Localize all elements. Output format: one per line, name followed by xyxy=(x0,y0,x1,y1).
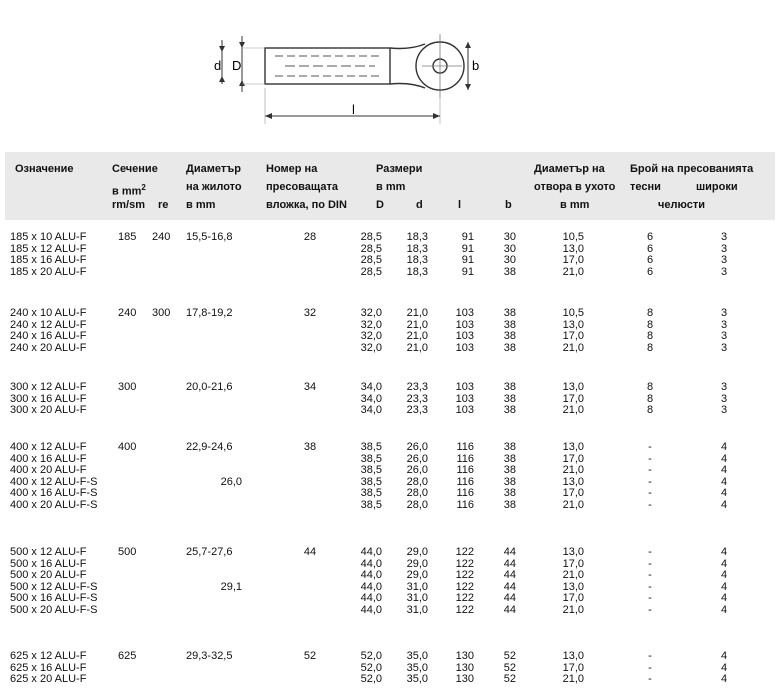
cell-hole: 13,0 xyxy=(562,546,584,558)
cell-hole: 10,5 xyxy=(562,231,584,243)
cell-name: 400 x 20 ALU-F xyxy=(10,464,87,477)
cell-d: 23,3 xyxy=(406,392,428,405)
cell-b: 30 xyxy=(503,242,516,255)
dim-b-arrow-top xyxy=(465,42,471,48)
cell-wide: 3 xyxy=(720,265,728,278)
cell-l: 103 xyxy=(455,318,474,331)
cell-name: 240 x 12 ALU-F xyxy=(10,318,87,331)
cell-name: 240 x 10 ALU-F xyxy=(10,307,87,319)
header-dim-b: b xyxy=(505,199,512,211)
dim-D-arrow-top xyxy=(239,42,245,48)
cell-name: 625 x 12 ALU-F xyxy=(10,650,87,662)
cell-narrow: 8 xyxy=(646,381,654,393)
cell-l: 116 xyxy=(456,452,474,465)
cell-name: 400 x 12 ALU-F xyxy=(10,441,87,453)
cell-insert: 38 xyxy=(303,441,317,453)
cell-hole: 21,0 xyxy=(562,604,584,616)
cell-D: 38,5 xyxy=(360,464,382,477)
header-core-l3: в mm xyxy=(186,199,216,211)
cell-d: 29,0 xyxy=(406,557,428,570)
cell-b: 44 xyxy=(503,569,516,582)
cell-narrow: - xyxy=(648,604,652,616)
cell-hole: 10,5 xyxy=(562,307,584,319)
cell-d: 31,0 xyxy=(406,592,428,605)
cell-wide: 3 xyxy=(720,231,728,243)
cell-d: 21,0 xyxy=(406,330,428,343)
cell-D: 44,0 xyxy=(360,546,382,558)
cell-l: 122 xyxy=(455,546,474,558)
cell-hole: 13,0 xyxy=(562,441,584,453)
cell-b: 38 xyxy=(503,464,516,477)
dim-D-arrow-bottom xyxy=(239,80,245,86)
cell-l: 130 xyxy=(455,673,474,686)
cell-d: 29,0 xyxy=(406,546,428,558)
label-l: l xyxy=(352,102,355,117)
cell-narrow: - xyxy=(648,569,652,582)
cell-D: 38,5 xyxy=(360,475,382,488)
cell-D: 28,5 xyxy=(360,242,382,255)
header-press-narrow: тесни xyxy=(630,181,661,193)
cell-D: 28,5 xyxy=(360,265,382,278)
cell-b: 38 xyxy=(503,475,516,488)
cell-D: 52,0 xyxy=(360,673,382,686)
cell-l: 103 xyxy=(455,404,474,417)
cell-d: 35,0 xyxy=(406,673,428,686)
cell-name: 400 x 16 ALU-F xyxy=(10,452,87,465)
cell-hole: 21,0 xyxy=(562,673,584,686)
cell-D: 34,0 xyxy=(360,392,382,405)
cell-narrow: 6 xyxy=(646,242,654,255)
cell-l: 103 xyxy=(455,392,474,405)
cell-narrow: - xyxy=(648,546,652,558)
cell-D: 44,0 xyxy=(360,580,382,593)
cell-D: 38,5 xyxy=(360,487,382,500)
cell-name: 500 x 12 ALU-F xyxy=(10,546,87,558)
cell-wide: 3 xyxy=(720,341,728,354)
cell-l: 116 xyxy=(456,487,474,500)
cell-d: 18,3 xyxy=(406,254,428,267)
cell-core: 15,5-16,8 xyxy=(186,231,233,243)
cell-D: 52,0 xyxy=(360,650,382,662)
cell-name: 400 x 16 ALU-F-S xyxy=(10,487,98,500)
cell-hole: 17,0 xyxy=(562,392,584,405)
cell-name: 300 x 16 ALU-F xyxy=(10,392,87,405)
cell-wide: 4 xyxy=(720,580,728,593)
cell-d: 35,0 xyxy=(406,661,428,674)
cell-D: 38,5 xyxy=(360,452,382,465)
cell-rm: 500 xyxy=(118,546,137,558)
cell-rm: 185 xyxy=(118,231,137,243)
cell-l: 116 xyxy=(456,475,474,488)
lug-neck xyxy=(390,44,425,88)
cell-hole: 13,0 xyxy=(562,318,584,331)
cell-wide: 3 xyxy=(720,254,728,267)
cell-d: 18,3 xyxy=(406,265,428,278)
cell-wide: 4 xyxy=(720,441,728,453)
cell-hole: 21,0 xyxy=(562,341,584,354)
cell-hole: 17,0 xyxy=(562,452,584,465)
cell-hole: 17,0 xyxy=(562,487,584,500)
cell-narrow: - xyxy=(648,487,652,500)
cell-insert: 44 xyxy=(303,546,317,558)
cell-hole: 13,0 xyxy=(562,650,584,662)
cell-l: 122 xyxy=(455,569,474,582)
cell-narrow: 6 xyxy=(646,254,654,267)
cell-rm: 300 xyxy=(118,381,137,393)
cell-b: 44 xyxy=(503,592,516,605)
cell-narrow: - xyxy=(648,441,652,453)
header-section-re: re xyxy=(158,199,169,211)
cell-d: 28,0 xyxy=(406,475,428,488)
cell-l: 122 xyxy=(455,557,474,570)
cell-wide: 3 xyxy=(720,381,728,393)
cell-D: 52,0 xyxy=(360,661,382,674)
cell-name: 185 x 10 ALU-F xyxy=(10,231,87,243)
cell-narrow: 6 xyxy=(646,231,654,243)
cell-d: 26,0 xyxy=(406,452,428,465)
cell-b: 52 xyxy=(503,661,516,674)
cell-core: 25,7-27,6 xyxy=(186,546,233,558)
cell-core: 17,8-19,2 xyxy=(186,307,233,319)
cell-d: 21,0 xyxy=(406,307,428,319)
header-section-l1: Сечение xyxy=(112,163,158,175)
cell-d: 21,0 xyxy=(406,341,428,354)
cell-narrow: - xyxy=(648,475,652,488)
cell-hole: 21,0 xyxy=(562,464,584,477)
header-core-l2: на жилото xyxy=(186,181,242,193)
cell-l: 116 xyxy=(456,464,474,477)
cell-D: 34,0 xyxy=(360,404,382,417)
cell-core: 29,1 xyxy=(220,580,242,593)
cell-wide: 3 xyxy=(720,307,728,319)
cell-narrow: - xyxy=(648,464,652,477)
header-designation: Означение xyxy=(15,163,74,175)
cell-b: 30 xyxy=(503,231,516,243)
cell-d: 26,0 xyxy=(406,464,428,477)
header-press-l1: Брой на пресованията xyxy=(630,163,754,175)
cell-l: 103 xyxy=(455,330,474,343)
cell-b: 38 xyxy=(503,381,516,393)
cell-wide: 3 xyxy=(720,330,728,343)
cell-name: 500 x 16 ALU-F-S xyxy=(10,592,98,605)
cell-core: 29,3-32,5 xyxy=(186,650,233,662)
cell-core: 22,9-24,6 xyxy=(186,441,233,453)
cell-d: 23,3 xyxy=(406,381,428,393)
cell-narrow: - xyxy=(648,580,652,593)
cell-d: 28,0 xyxy=(406,499,428,511)
cell-D: 44,0 xyxy=(360,592,382,605)
cell-hole: 17,0 xyxy=(562,254,584,267)
cell-narrow: 6 xyxy=(646,265,654,278)
cell-b: 38 xyxy=(503,392,516,405)
cell-D: 44,0 xyxy=(360,604,382,616)
cell-wide: 3 xyxy=(720,242,728,255)
cell-d: 18,3 xyxy=(406,242,428,255)
cell-l: 91 xyxy=(461,231,474,243)
cell-hole: 17,0 xyxy=(562,557,584,570)
cell-b: 38 xyxy=(503,441,516,453)
cell-name: 400 x 20 ALU-F-S xyxy=(10,499,98,511)
cell-name: 500 x 20 ALU-F-S xyxy=(10,604,98,616)
cell-hole: 21,0 xyxy=(562,404,584,417)
cell-l: 122 xyxy=(455,604,474,616)
cell-b: 38 xyxy=(503,487,516,500)
cell-b: 44 xyxy=(503,604,516,616)
cell-wide: 4 xyxy=(720,650,728,662)
cell-re: 240 xyxy=(152,231,171,243)
cell-D: 28,5 xyxy=(360,231,382,243)
header-hole-l2: отвора в ухото xyxy=(534,181,616,193)
cell-b: 44 xyxy=(503,580,516,593)
cell-wide: 4 xyxy=(720,557,728,570)
cell-b: 52 xyxy=(503,650,516,662)
cell-b: 38 xyxy=(503,404,516,417)
cell-wide: 4 xyxy=(720,452,728,465)
cell-narrow: - xyxy=(648,499,652,511)
cell-D: 32,0 xyxy=(360,307,382,319)
cell-d: 23,3 xyxy=(406,404,428,417)
cell-D: 32,0 xyxy=(360,330,382,343)
cell-name: 185 x 12 ALU-F xyxy=(10,242,87,255)
header-press-wide: широки xyxy=(696,181,738,193)
cell-name: 625 x 20 ALU-F xyxy=(10,673,87,686)
cell-D: 38,5 xyxy=(360,441,382,453)
cell-hole: 17,0 xyxy=(562,330,584,343)
cell-wide: 4 xyxy=(720,499,728,511)
cell-narrow: - xyxy=(648,673,652,686)
cell-name: 240 x 20 ALU-F xyxy=(10,341,87,354)
header-dims-l1: Размери xyxy=(376,163,423,175)
cell-wide: 4 xyxy=(720,604,728,616)
cell-rm: 625 xyxy=(118,650,137,662)
cell-D: 44,0 xyxy=(360,557,382,570)
cell-wide: 4 xyxy=(720,487,728,500)
label-b: b xyxy=(472,58,480,73)
cell-insert: 28 xyxy=(303,231,317,243)
cell-l: 103 xyxy=(455,381,474,393)
cell-name: 500 x 20 ALU-F xyxy=(10,569,87,582)
cell-D: 32,0 xyxy=(360,318,382,331)
cell-name: 500 x 16 ALU-F xyxy=(10,557,87,570)
cell-wide: 4 xyxy=(720,592,728,605)
cell-hole: 13,0 xyxy=(562,580,584,593)
cell-name: 500 x 12 ALU-F-S xyxy=(10,580,98,593)
dim-l-arrow-left xyxy=(265,113,272,119)
header-dims-l2: в mm xyxy=(376,181,406,193)
cell-hole: 21,0 xyxy=(562,499,584,511)
cell-wide: 3 xyxy=(720,318,728,331)
header-insert-l2: пресоващата xyxy=(266,181,338,193)
cell-b: 38 xyxy=(503,341,516,354)
label-D: D xyxy=(232,58,242,73)
cell-wide: 3 xyxy=(720,392,728,405)
header-press-jaws: челюсти xyxy=(658,199,706,211)
cell-core: 26,0 xyxy=(220,475,242,488)
cell-rm: 400 xyxy=(118,441,137,453)
cell-b: 44 xyxy=(503,557,516,570)
cell-b: 38 xyxy=(503,330,516,343)
cell-name: 185 x 16 ALU-F xyxy=(10,254,87,267)
cell-l: 116 xyxy=(456,499,474,511)
cell-b: 52 xyxy=(503,673,516,686)
header-section-rm: rm/sm xyxy=(112,199,146,211)
cell-narrow: 8 xyxy=(646,404,654,417)
cell-b: 38 xyxy=(503,452,516,465)
cell-d: 29,0 xyxy=(406,569,428,582)
cell-narrow: 8 xyxy=(646,307,654,319)
cell-hole: 21,0 xyxy=(562,265,584,278)
cell-l: 116 xyxy=(456,441,474,453)
cell-name: 625 x 16 ALU-F xyxy=(10,661,87,674)
cell-D: 34,0 xyxy=(360,381,382,393)
cell-wide: 4 xyxy=(720,464,728,477)
cell-d: 31,0 xyxy=(406,580,428,593)
cell-core: 20,0-21,6 xyxy=(186,381,233,393)
cell-D: 32,0 xyxy=(360,341,382,354)
cell-d: 21,0 xyxy=(406,318,428,331)
cell-l: 122 xyxy=(455,592,474,605)
header-dim-d: d xyxy=(416,199,423,211)
cell-l: 91 xyxy=(461,265,474,278)
cell-hole: 17,0 xyxy=(562,661,584,674)
cell-narrow: - xyxy=(648,661,652,674)
cell-l: 91 xyxy=(461,254,474,267)
cell-name: 185 x 20 ALU-F xyxy=(10,265,87,278)
cell-narrow: - xyxy=(648,452,652,465)
cell-name: 240 x 16 ALU-F xyxy=(10,330,87,343)
cell-rm: 240 xyxy=(118,307,137,319)
cell-b: 44 xyxy=(503,546,516,558)
cell-l: 130 xyxy=(455,650,474,662)
cell-wide: 4 xyxy=(720,673,728,686)
cell-narrow: - xyxy=(648,592,652,605)
cell-wide: 4 xyxy=(720,546,728,558)
cell-D: 44,0 xyxy=(360,569,382,582)
header-insert-l3: вложка, по DIN xyxy=(266,199,347,211)
cell-name: 300 x 12 ALU-F xyxy=(10,381,87,393)
cell-d: 28,0 xyxy=(406,487,428,500)
cell-b: 38 xyxy=(503,499,516,511)
label-d: d xyxy=(214,58,222,73)
header-section-l2: в $mm^2$ xyxy=(112,183,146,198)
cell-wide: 4 xyxy=(720,475,728,488)
cell-b: 38 xyxy=(503,307,516,319)
cell-narrow: 8 xyxy=(646,341,654,354)
dim-l-arrow-right xyxy=(433,113,440,119)
cell-l: 103 xyxy=(455,307,474,319)
dim-d-arrow-top xyxy=(219,46,225,52)
cell-l: 91 xyxy=(461,242,474,255)
header-hole-l1: Диаметър на xyxy=(534,163,605,175)
cell-d: 35,0 xyxy=(406,650,428,662)
cell-wide: 3 xyxy=(720,404,728,417)
cell-narrow: - xyxy=(648,650,652,662)
cell-narrow: - xyxy=(648,557,652,570)
cell-b: 38 xyxy=(503,318,516,331)
cell-D: 38,5 xyxy=(360,499,382,511)
header-hole-l3: в mm xyxy=(560,199,590,211)
cell-re: 300 xyxy=(152,307,171,319)
header-dim-l: l xyxy=(458,199,462,211)
cell-hole: 13,0 xyxy=(562,475,584,488)
cell-narrow: 8 xyxy=(646,392,654,405)
cell-insert: 32 xyxy=(303,307,317,319)
cell-hole: 17,0 xyxy=(562,592,584,605)
cell-l: 122 xyxy=(455,580,474,593)
cell-hole: 13,0 xyxy=(562,381,584,393)
cell-d: 26,0 xyxy=(406,441,428,453)
dim-d-arrow-bottom xyxy=(219,76,225,82)
cell-d: 31,0 xyxy=(406,604,428,616)
cell-l: 130 xyxy=(455,661,474,674)
header-dim-D: D xyxy=(376,199,384,211)
header-core-l1: Диаметър xyxy=(186,163,241,175)
cell-hole: 21,0 xyxy=(562,569,584,582)
cell-b: 30 xyxy=(503,254,516,267)
cell-l: 103 xyxy=(455,341,474,354)
cell-name: 300 x 20 ALU-F xyxy=(10,404,87,417)
cell-narrow: 8 xyxy=(646,330,654,343)
cell-b: 38 xyxy=(503,265,516,278)
cell-wide: 4 xyxy=(720,569,728,582)
cell-narrow: 8 xyxy=(646,318,654,331)
dim-b-arrow-bottom xyxy=(465,84,471,90)
cell-insert: 34 xyxy=(303,381,317,393)
cell-insert: 52 xyxy=(303,650,317,662)
cell-name: 400 x 12 ALU-F-S xyxy=(10,475,98,488)
header-insert-l1: Номер на xyxy=(266,163,318,175)
cell-D: 28,5 xyxy=(360,254,382,267)
cell-wide: 4 xyxy=(720,661,728,674)
cable-lug-diagram xyxy=(200,20,530,140)
cell-d: 18,3 xyxy=(406,231,428,243)
cell-hole: 13,0 xyxy=(562,242,584,255)
